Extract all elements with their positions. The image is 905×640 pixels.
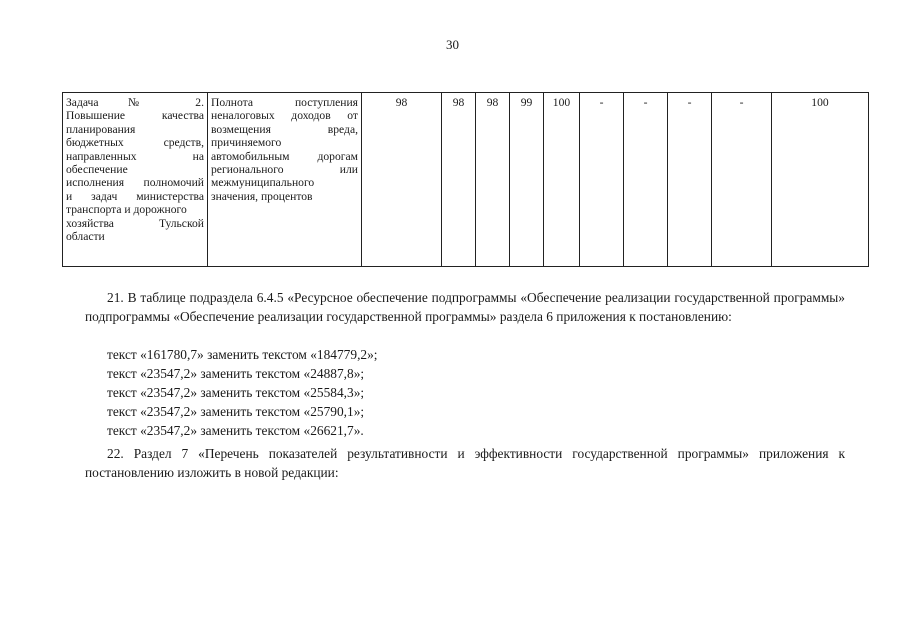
task-line: обеспечение xyxy=(66,163,128,177)
paragraph-21: 21. В таблице подраздела 6.4.5 «Ресурсное обеспечение подпрограммы «Обеспечение реализации государственной программы» подпрограммы «Обеспечение реализации государственной программы» раздела 6 приложения к постановлению: xyxy=(85,290,845,324)
indicator-line: регионального или xyxy=(211,163,358,177)
indicators-table xyxy=(62,92,869,267)
task-line: бюджетных средств, xyxy=(66,136,204,150)
indicator-line: Полнота поступления xyxy=(211,96,358,109)
paragraph-22: 22. Раздел 7 «Перечень показателей результативности и эффективности государственной программы» приложения к постановлению изложить в новой редакции: xyxy=(85,446,845,480)
indicator-line: неналоговых доходов от xyxy=(211,109,358,123)
indicator-line: значения, процентов xyxy=(211,189,313,203)
value-cell: - xyxy=(668,93,712,267)
task-line: и задач министерства xyxy=(66,189,204,203)
page-number: 30 xyxy=(446,37,459,52)
value-cell: - xyxy=(624,93,668,267)
indicator-cell xyxy=(208,93,362,267)
value-cell: - xyxy=(580,93,624,267)
task-line: транспорта и дорожного xyxy=(66,203,187,217)
task-line: Повышение качества xyxy=(66,109,204,123)
value-cell: 98 xyxy=(362,93,442,267)
replacement-item: текст «23547,2» заменить текстом «26621,7». xyxy=(107,423,364,438)
task-line: Задача № 2. xyxy=(66,96,204,109)
task-cell xyxy=(63,93,208,267)
task-line: планирования xyxy=(66,122,136,136)
value-cell: 99 xyxy=(510,93,544,267)
task-line: области xyxy=(66,230,105,244)
value-cell: - xyxy=(712,93,772,267)
indicator-line: возмещения вреда, xyxy=(211,122,358,136)
indicator-line: межмуниципального xyxy=(211,176,315,190)
indicator-line: причиняемого xyxy=(211,136,282,150)
indicator-line: автомобильным дорогам xyxy=(211,149,358,163)
task-line: исполнения полномочий xyxy=(66,176,204,190)
replacement-item: текст «23547,2» заменить текстом «24887,8»; xyxy=(107,366,365,381)
replacement-item: текст «161780,7» заменить текстом «184779,2»; xyxy=(107,347,378,362)
replacement-item: текст «23547,2» заменить текстом «25584,3»; xyxy=(107,385,365,400)
value-cell: 100 xyxy=(544,93,580,267)
value-cell: 100 xyxy=(772,93,869,267)
replacement-item: текст «23547,2» заменить текстом «25790,1»; xyxy=(107,404,365,419)
value-cell: 98 xyxy=(476,93,510,267)
table-row xyxy=(63,93,869,267)
task-line: хозяйства Тульской xyxy=(66,216,204,230)
task-line: направленных на xyxy=(66,149,204,163)
value-cell: 98 xyxy=(442,93,476,267)
